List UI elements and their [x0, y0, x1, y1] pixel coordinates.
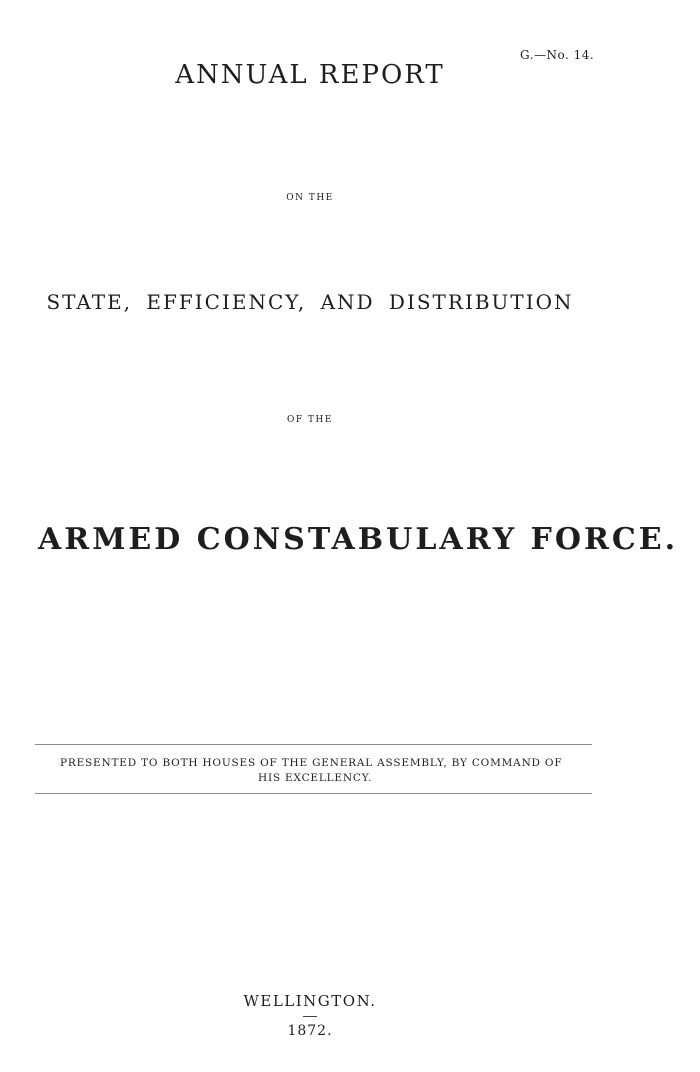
presentation-line-1: PRESENTED TO BOTH HOUSES OF THE GENERAL ASSEMBLY, BY COMMAND OF — [60, 757, 563, 769]
document-reference: G.—No. 14. — [520, 48, 595, 62]
presentation-line-2: HIS EXCELLENCY. — [258, 772, 373, 784]
presentation-statement — [60, 756, 580, 786]
place-year-dash — [303, 1016, 317, 1017]
publication-place: WELLINGTON. — [243, 992, 377, 1010]
connector-on-the: ON THE — [286, 193, 334, 203]
top-divider — [35, 744, 592, 745]
connector-of-the: OF THE — [287, 415, 333, 425]
bottom-divider — [35, 793, 592, 794]
publication-year: 1872. — [287, 1023, 333, 1039]
report-subject: STATE, EFFICIENCY, AND DISTRIBUTION — [46, 290, 574, 314]
force-name: ARMED CONSTABULARY FORCE. — [38, 522, 679, 557]
report-title: ANNUAL REPORT — [175, 60, 445, 90]
